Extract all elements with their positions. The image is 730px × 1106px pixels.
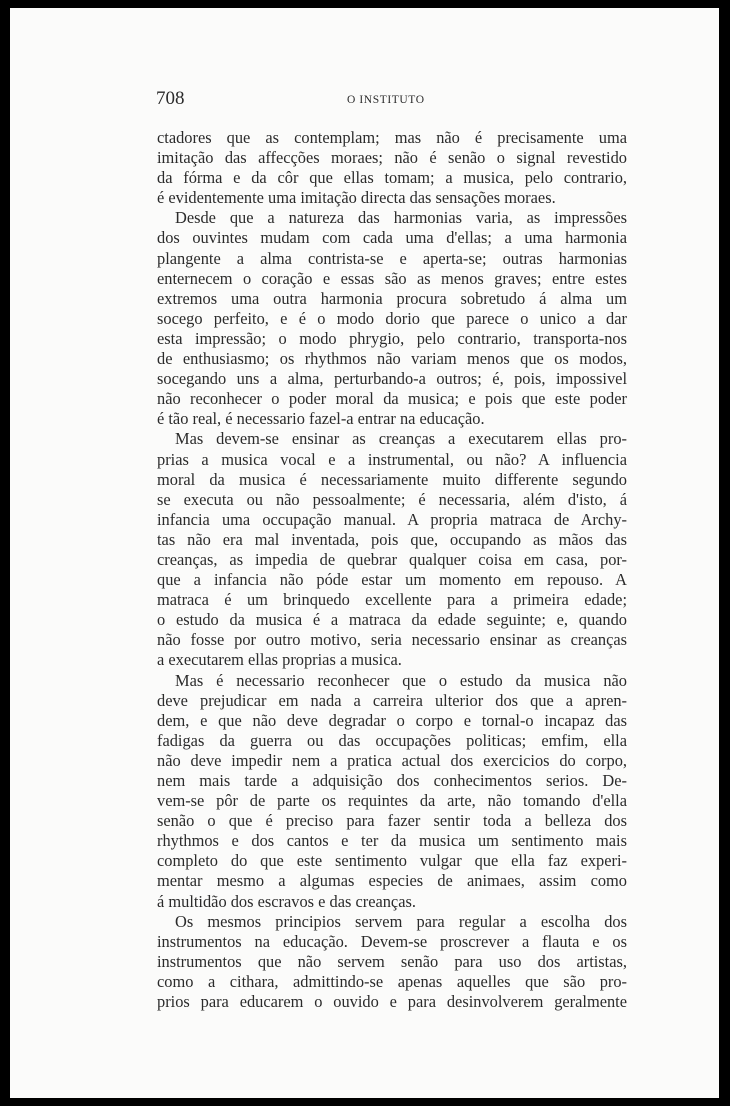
text-line: é tão real, é necessario fazel-a entrar na educação. bbox=[157, 409, 485, 429]
text-line: enternecem o coração e essas são as menos graves; entre estes bbox=[157, 268, 627, 288]
text-line: nem mais tarde a adquisição dos conhecimentos serios. De- bbox=[157, 771, 627, 790]
text-line: imitação das affecções moraes; não é senão o signal revestido bbox=[157, 148, 627, 168]
text-line: dos ouvintes mudam com cada uma d'ellas; a uma harmonia bbox=[157, 228, 627, 248]
text-line: não fosse por outro motivo, seria necessario ensinar as creanças bbox=[157, 630, 627, 650]
text-line: creanças, as impedia de quebrar qualquer coisa em casa, por- bbox=[157, 549, 627, 569]
text-line: é evidentemente uma imitação directa das sensações moraes. bbox=[157, 188, 556, 208]
text-line: não reconhecer o poder moral da musica; e pois que este poder bbox=[157, 389, 627, 409]
text-line: socego perfeito, e é o modo dorio que parece o unico a dar bbox=[157, 308, 627, 328]
text-line: plangente a alma contrista-se e aperta-se; outras harmonias bbox=[157, 248, 627, 268]
page-header bbox=[156, 88, 626, 112]
text-line: fadigas da guerra ou das occupações politicas; emfim, ella bbox=[157, 730, 627, 750]
text-line: não deve impedir nem a pratica actual dos exercicios do corpo, bbox=[157, 750, 627, 770]
scan-border bbox=[719, 8, 730, 1106]
text-line: esta impressão; o modo phrygio, pelo contrario, transporta-nos bbox=[157, 328, 627, 348]
text-line: completo do que este sentimento vulgar que ella faz experi- bbox=[157, 851, 627, 871]
text-line: socegando uns a alma, perturbando-a outros; é, pois, impossivel bbox=[157, 369, 627, 389]
text-line: prias a musica vocal e a instrumental, ou não? A influencia bbox=[157, 449, 627, 469]
text-line: a executarem ellas proprias a musica. bbox=[157, 650, 402, 670]
text-line: tas não era mal inventada, pois que, occupando as mãos das bbox=[157, 529, 627, 549]
text-line: á multidão dos escravos e das creanças. bbox=[157, 891, 416, 911]
text-line: como a cithara, admittindo-se apenas aquelles que são pro- bbox=[157, 971, 627, 991]
text-line: que a infancia não póde estar um momento em repouso. A bbox=[157, 570, 627, 590]
text-line: dem, e que não deve degradar o corpo e tornal-o incapaz das bbox=[157, 710, 627, 730]
text-line: prios para educarem o ouvido e para desinvolverem geralmente bbox=[157, 992, 627, 1012]
text-line: instrumentos na educação. Devem-se proscrever a flauta e os bbox=[157, 931, 627, 951]
text-line: vem-se pôr de parte os requintes da arte, não tomando d'ella bbox=[157, 791, 627, 811]
text-line: senão o que é preciso para fazer sentir toda a belleza dos bbox=[157, 811, 627, 831]
text-line: extremos uma outra harmonia procura sobretudo á alma um bbox=[157, 288, 627, 308]
text-line: se executa ou não pessoalmente; é necessaria, além d'isto, á bbox=[157, 489, 627, 509]
running-title: O INSTITUTO bbox=[347, 94, 425, 106]
text-line: rhythmos e dos cantos e ter da musica um sentimento mais bbox=[157, 831, 627, 851]
text-line: de enthusiasmo; os rhythmos não variam menos que os modos, bbox=[157, 349, 627, 369]
paragraph-start: Mas é necessario reconhecer que o estudo da musica não bbox=[175, 670, 627, 690]
paragraph-start: Os mesmos principios servem para regular a escolha dos bbox=[175, 911, 627, 931]
text-line: o estudo da musica é a matraca da edade seguinte; e, quando bbox=[157, 610, 627, 630]
text-line: infancia uma occupação manual. A propria matraca de Archy- bbox=[157, 509, 627, 529]
text-line: instrumentos que não servem senão para uso dos artistas, bbox=[157, 951, 627, 971]
page-body bbox=[157, 128, 627, 1012]
text-line: deve prejudicar em nada a carreira ulterior dos que a apren- bbox=[157, 690, 627, 710]
text-line: ctadores que as contemplam; mas não é precisamente uma bbox=[157, 128, 627, 147]
paragraph-start: Mas devem-se ensinar as creanças a executarem ellas pro- bbox=[175, 429, 627, 449]
page-number: 708 bbox=[156, 88, 185, 109]
text-line: mentar mesmo a algumas especies de animaes, assim como bbox=[157, 871, 627, 891]
text-line: matraca é um brinquedo excellente para a primeira edade; bbox=[157, 590, 627, 610]
text-line: da fórma e da côr que ellas tomam; a musica, pelo contrario, bbox=[157, 168, 627, 188]
text-line: moral da musica é necessariamente muito differente segundo bbox=[157, 469, 627, 489]
paragraph-start: Desde que a natureza das harmonias varia, as impressões bbox=[175, 208, 627, 228]
